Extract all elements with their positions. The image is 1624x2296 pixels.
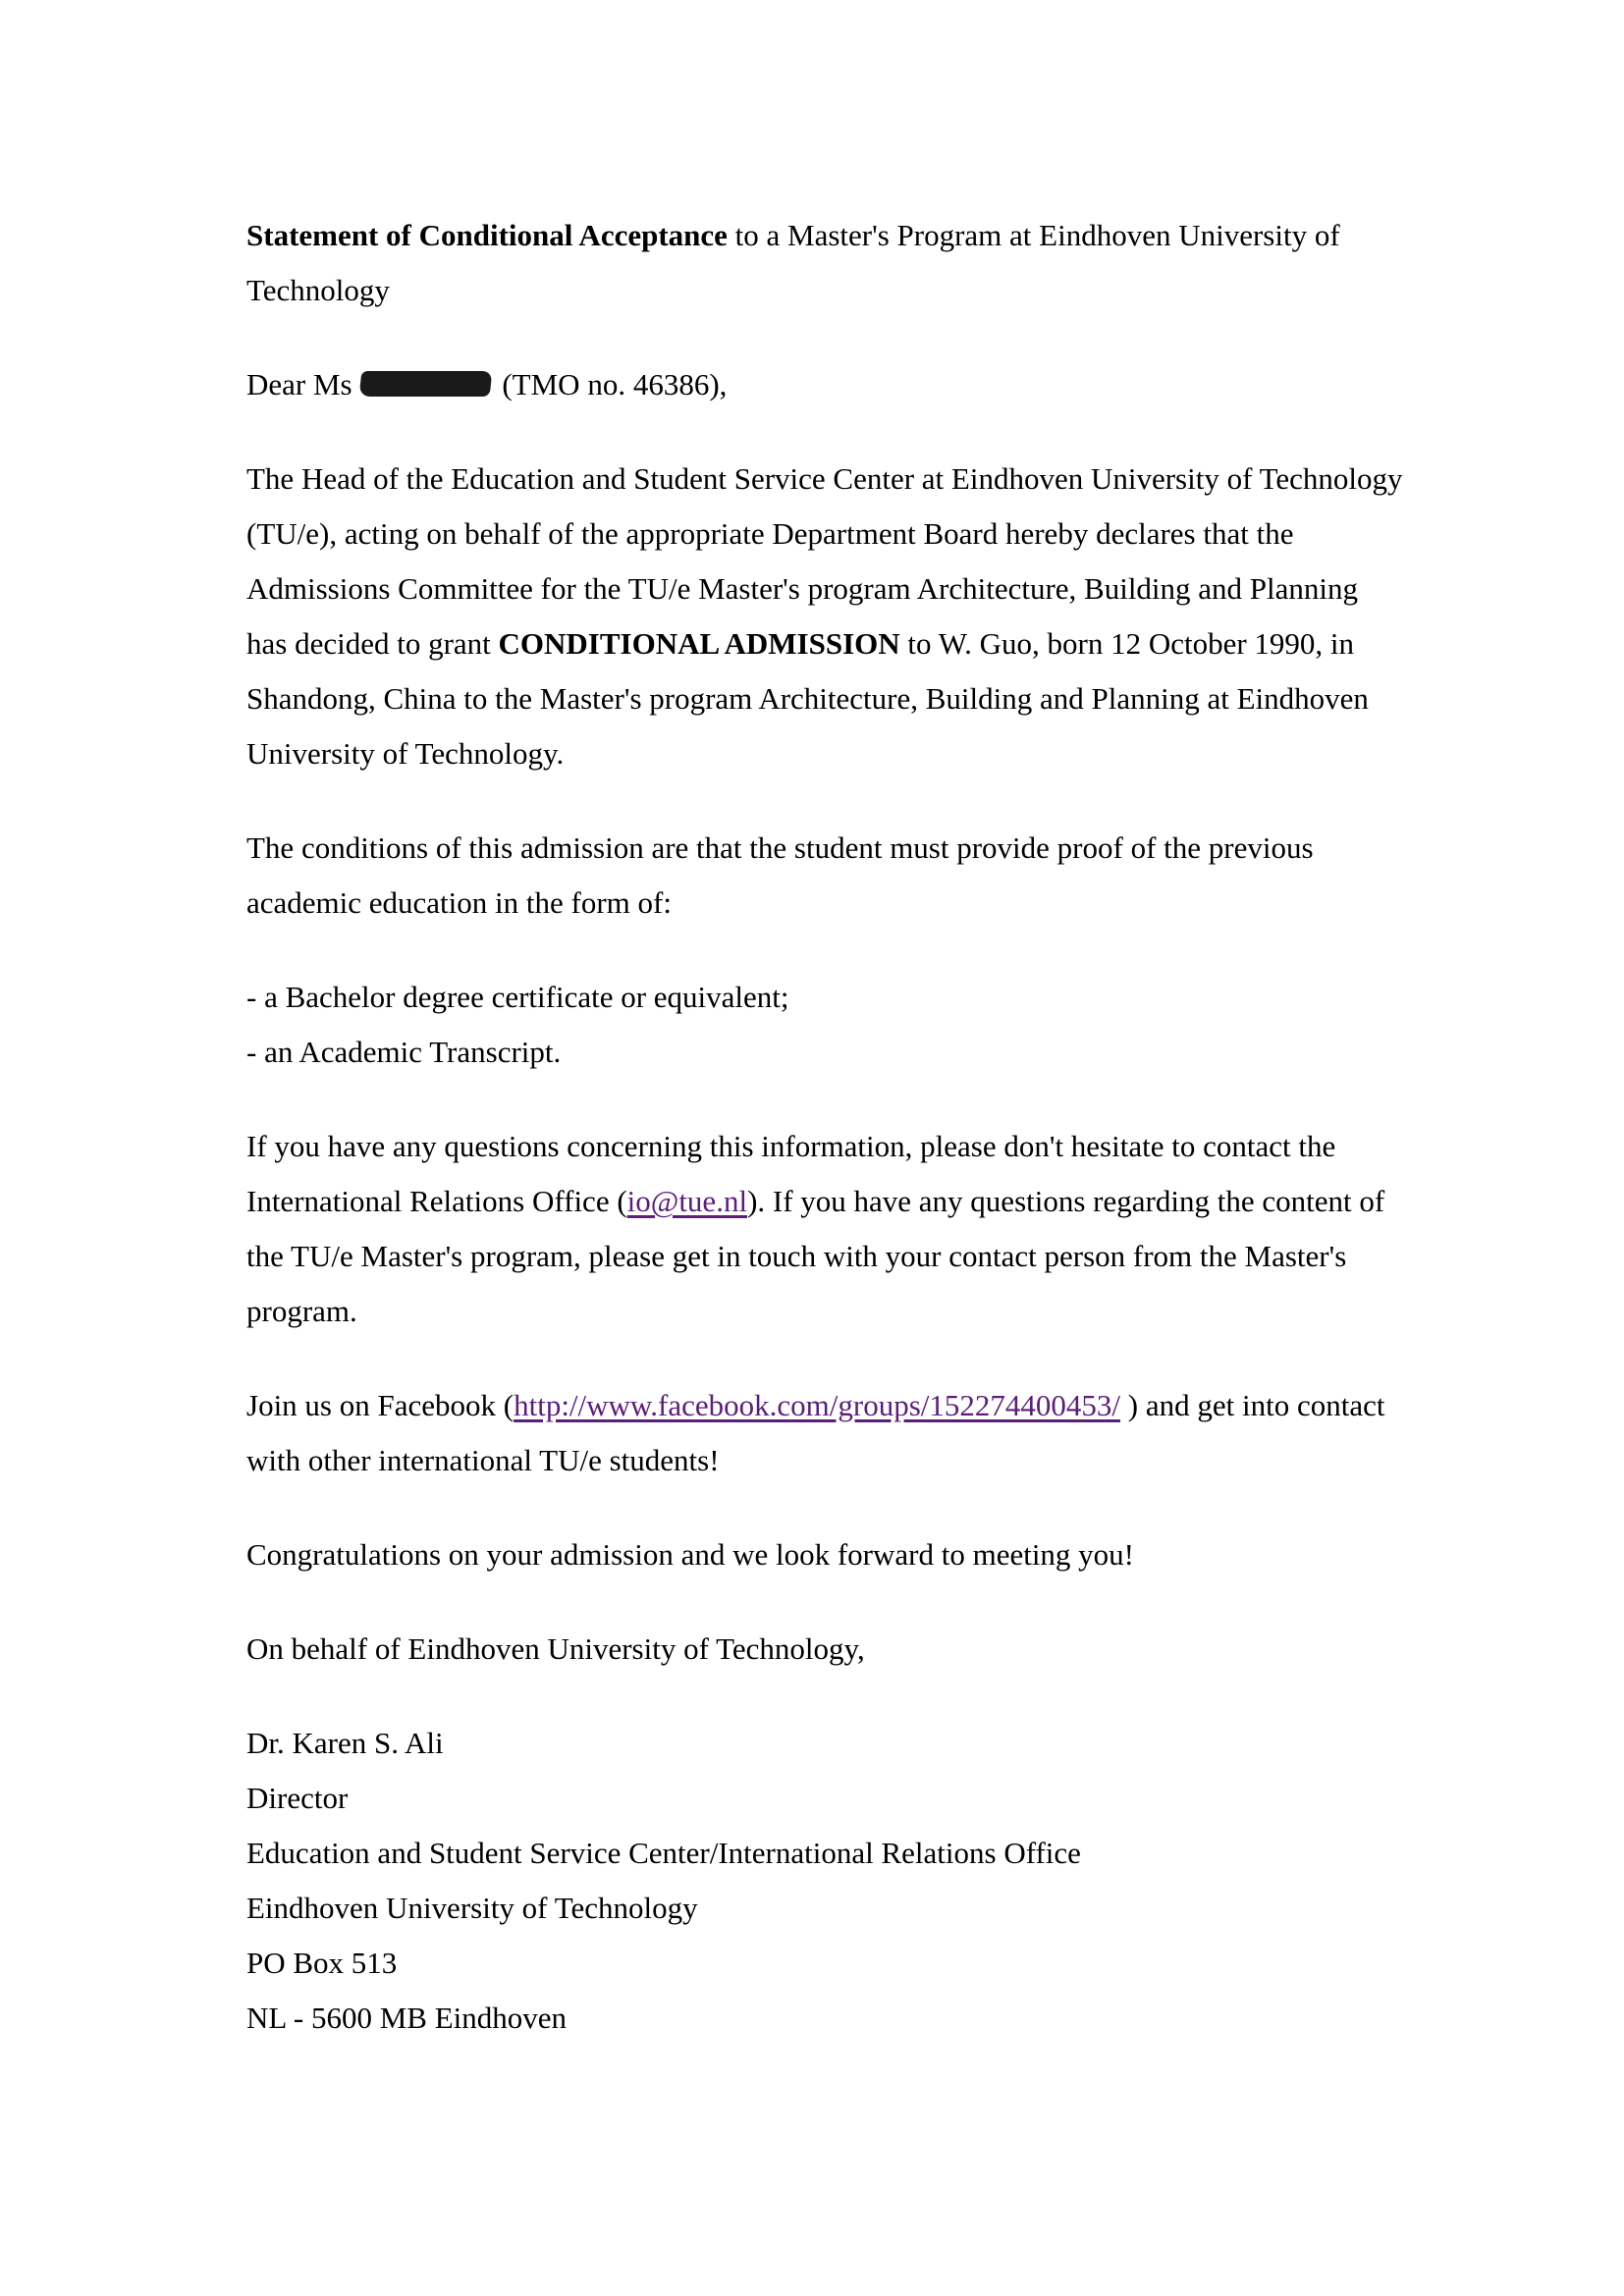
admission-text-after: to W. Guo, born 12 October 1990, in Shandong, China to the Master's program Architecture, Building and Planning at Eindhoven University of Technology. (246, 626, 1369, 771)
redacted-name (358, 371, 492, 397)
title-bold: Statement of Conditional Acceptance (246, 218, 728, 252)
facebook-link[interactable]: http://www.facebook.com/groups/152274400453/ (514, 1388, 1121, 1422)
paragraph-conditions: The conditions of this admission are that the student must provide proof of the previous academic education in the form of: (246, 830, 1314, 920)
questions-text-before: If you have any questions concerning this information, please don't hesitate to contact the International Relations Office ( (246, 1129, 1336, 1218)
signatory-name: Dr. Karen S. Ali (246, 1726, 444, 1760)
letter-title (246, 208, 1405, 318)
salutation (246, 357, 1405, 412)
signatory-institution: Eindhoven University of Technology (246, 1891, 698, 1925)
paragraph-facebook (246, 1378, 1405, 1488)
condition-item: - an Academic Transcript. (246, 1035, 562, 1069)
admission-bold: CONDITIONAL ADMISSION (498, 626, 900, 661)
conditions-list (246, 970, 1405, 1080)
questions-text-after: ). If you have any questions regarding the content of the TU/e Master's program, please get in touch with your contact person from the Master's program. (246, 1184, 1385, 1328)
closing-line: On behalf of Eindhoven University of Technology, (246, 1631, 865, 1666)
facebook-text-after: ) and get into contact with other international TU/e students! (246, 1388, 1385, 1477)
facebook-text-before: Join us on Facebook ( (246, 1388, 514, 1422)
signatory-role: Director (246, 1781, 349, 1815)
condition-item: - a Bachelor degree certificate or equivalent; (246, 980, 789, 1014)
email-link[interactable]: io@tue.nl (626, 1184, 748, 1218)
signature-block (246, 1716, 1405, 2046)
po-box: PO Box 513 (246, 1946, 398, 1980)
salutation-prefix: Dear Ms (246, 367, 352, 401)
letter-body (246, 208, 1405, 2046)
title-rest: to a Master's Program at Eindhoven University of Technology (246, 218, 1340, 307)
paragraph-admission (246, 452, 1405, 781)
admission-text-before: The Head of the Education and Student Service Center at Eindhoven University of Technology (TU/e), acting on behalf of the appropriate Department Board hereby declares that the Admissions Committee for the TU/e Master's program Architecture, Building and Planning has decided to grant (246, 461, 1403, 661)
postal-city: NL - 5600 MB Eindhoven (246, 2001, 568, 2035)
paragraph-congratulations: Congratulations on your admission and we look forward to meeting you! (246, 1537, 1135, 1572)
paragraph-questions (246, 1119, 1405, 1339)
signatory-department: Education and Student Service Center/International Relations Office (246, 1836, 1081, 1870)
salutation-suffix: (TMO no. 46386), (494, 367, 728, 401)
